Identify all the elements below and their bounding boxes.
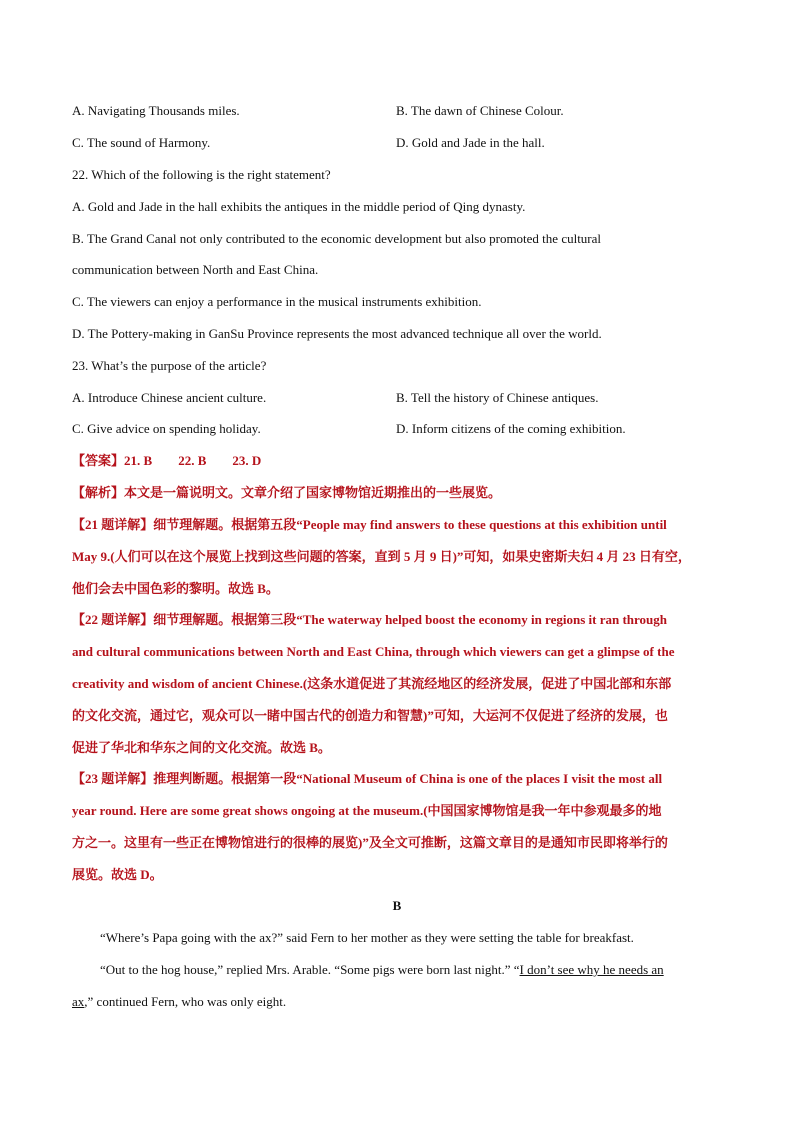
analysis-label: 【解析】 bbox=[72, 485, 125, 500]
answer-22: 22. B bbox=[178, 453, 207, 468]
detail23-line1 bbox=[72, 771, 722, 787]
q21-row-1 bbox=[72, 103, 564, 119]
passage-b-p2-underlined: I don’t see why he needs an bbox=[519, 962, 664, 977]
q21-option-d: D. Gold and Jade in the hall. bbox=[396, 135, 545, 150]
detail22-line4: 的文化交流，通过它，观众可以一睹中国古代的创造力和智慧)”可知，大运河不仅促进了经济的发展，也 bbox=[72, 708, 668, 723]
detail21-label: 【21 题详解】 bbox=[72, 517, 154, 532]
detail23-label: 【23 题详解】 bbox=[72, 771, 154, 786]
detail21-text-1: 细节理解题。根据第五段“People may find answers to these questions at this exhibition until bbox=[153, 517, 667, 532]
q22-option-c: C. The viewers can enjoy a performance in the musical instruments exhibition. bbox=[72, 294, 482, 309]
passage-b-p3-text: ,” continued Fern, who was only eight. bbox=[84, 994, 287, 1009]
detail22-line3: creativity and wisdom of ancient Chinese.(这条水道促进了其流经地区的经济发展，促进了中国北部和东部 bbox=[72, 676, 672, 691]
detail22-line2: and cultural communications between North and East China, through which viewers can get a glimpse of the bbox=[72, 644, 675, 659]
q23-stem: 23. What’s the purpose of the article? bbox=[72, 358, 267, 373]
answer-21: 21. B bbox=[124, 453, 153, 468]
passage-b-p2-text: “Out to the hog house,” replied Mrs. Arable. “Some pigs were born last night.” “ bbox=[100, 962, 520, 977]
passage-b-paragraph-1: “Where’s Papa going with the ax?” said Fern to her mother as they were setting the table for breakfast. bbox=[100, 930, 634, 945]
q21-option-c: C. The sound of Harmony. bbox=[72, 135, 211, 150]
answer-label: 【答案】 bbox=[72, 453, 125, 468]
answer-23: 23. D bbox=[232, 453, 262, 468]
q22-option-b-line1: B. The Grand Canal not only contributed to the economic development but also promoted the cultural bbox=[72, 231, 602, 246]
q23-option-d: D. Inform citizens of the coming exhibition. bbox=[396, 421, 626, 436]
passage-b-paragraph-2 bbox=[100, 962, 664, 978]
q22-stem: 22. Which of the following is the right statement? bbox=[72, 167, 331, 182]
detail22-text-1: 细节理解题。根据第三段“The waterway helped boost the economy in regions it ran through bbox=[153, 612, 668, 627]
q21-row-2 bbox=[72, 135, 545, 151]
detail23-text-1: 推理判断题。根据第一段“National Museum of China is one of the places I visit the most all bbox=[153, 771, 663, 786]
q23-option-c: C. Give advice on spending holiday. bbox=[72, 421, 261, 436]
passage-b-p3-underlined: ax bbox=[72, 994, 85, 1009]
q22-option-a: A. Gold and Jade in the hall exhibits the antiques in the middle period of Qing dynasty. bbox=[72, 199, 526, 214]
q23-row-1 bbox=[72, 390, 599, 406]
detail22-line1 bbox=[72, 612, 722, 628]
analysis-line bbox=[72, 485, 501, 501]
detail23-line2: year round. Here are some great shows ongoing at the museum.(中国国家博物馆是我一年中参观最多的地 bbox=[72, 803, 662, 818]
passage-b-paragraph-2-cont bbox=[72, 994, 286, 1010]
answer-line bbox=[72, 453, 261, 469]
detail22-line5: 促进了华北和华东之间的文化交流。故选 B。 bbox=[72, 740, 331, 755]
q23-row-2 bbox=[72, 421, 626, 437]
q21-option-a: A. Navigating Thousands miles. bbox=[72, 103, 240, 118]
detail22-label: 【22 题详解】 bbox=[72, 612, 154, 627]
detail23-line3: 方之一。这里有一些正在博物馆进行的很棒的展览)”及全文可推断，这篇文章目的是通知市民即将举行的 bbox=[72, 835, 668, 850]
q23-option-b: B. Tell the history of Chinese antiques. bbox=[396, 390, 599, 405]
detail21-line2: May 9.(人们可以在这个展览上找到这些问题的答案，直到 5 月 9 日)”可知，如果史密斯夫妇 4 月 23 日有空， bbox=[72, 549, 691, 564]
analysis-text: 本文是一篇说明文。文章介绍了国家博物馆近期推出的一些展览。 bbox=[124, 485, 502, 500]
q22-option-b-line2: communication between North and East China. bbox=[72, 262, 319, 277]
q22-option-d: D. The Pottery-making in GanSu Province represents the most advanced technique all over the world. bbox=[72, 326, 602, 341]
q23-option-a: A. Introduce Chinese ancient culture. bbox=[72, 390, 267, 405]
detail23-line4: 展览。故选 D。 bbox=[72, 867, 163, 882]
passage-b-heading: B bbox=[392, 898, 402, 913]
detail21-line3: 他们会去中国色彩的黎明。故选 B。 bbox=[72, 581, 279, 596]
q21-option-b: B. The dawn of Chinese Colour. bbox=[396, 103, 564, 118]
detail21-line1 bbox=[72, 517, 722, 533]
